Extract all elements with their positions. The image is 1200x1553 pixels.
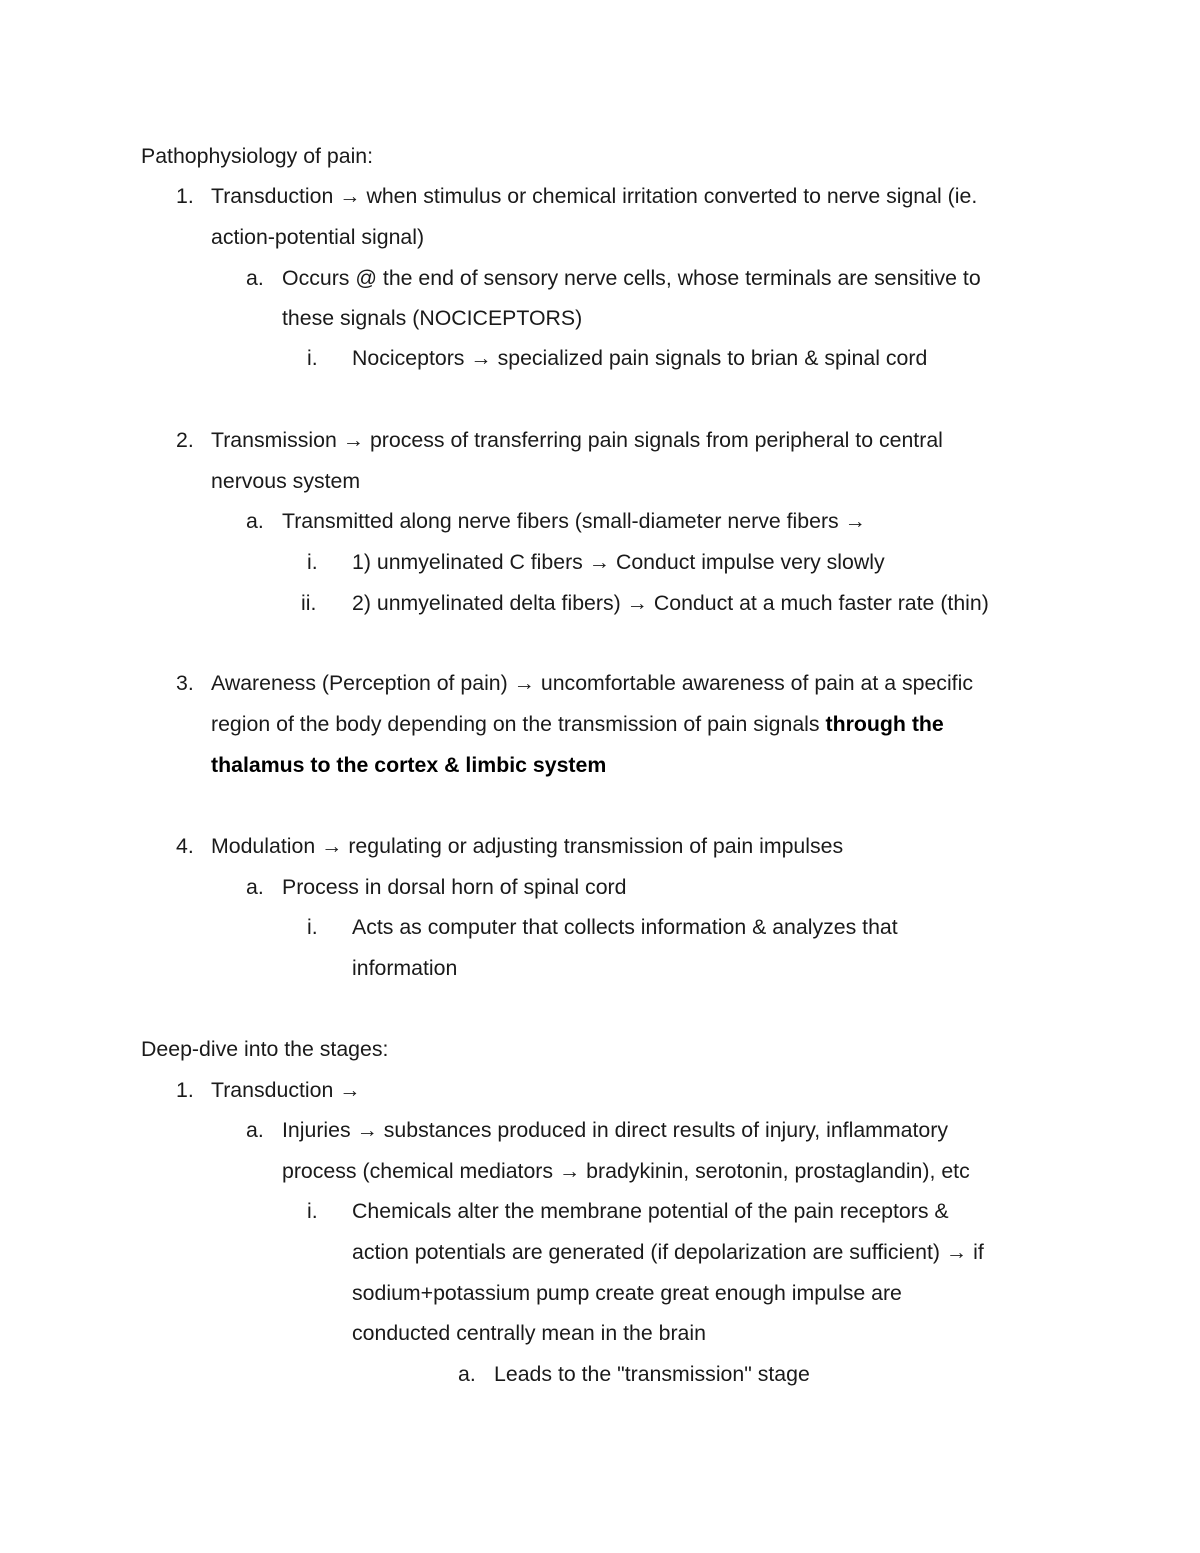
list-item-text: 1) unmyelinated C fibers → Conduct impulse very slowly <box>352 550 885 574</box>
list-item-text: Occurs @ the end of sensory nerve cells, whose terminals are sensitive to <box>282 266 981 290</box>
list-item-text <box>211 751 606 779</box>
text-run: region of the body depending on the transmission of pain signals <box>211 712 826 736</box>
list-item-text: information <box>352 956 458 980</box>
list-item-text: Chemicals alter the membrane potential of the pain receptors & <box>352 1199 949 1223</box>
list-item-text: Nociceptors → specialized pain signals to brian & spinal cord <box>352 346 928 370</box>
list-item-text: 2) unmyelinated delta fibers) → Conduct at a much faster rate (thin) <box>352 591 989 615</box>
list-item-text: Leads to the "transmission" stage <box>494 1362 810 1386</box>
list-number: 4. <box>176 834 194 858</box>
bold-text: through the <box>825 712 944 736</box>
list-item-text: Transmitted along nerve fibers (small-diameter nerve fibers → <box>282 509 866 533</box>
list-marker: ii. <box>301 591 317 615</box>
list-item-text: sodium+potassium pump create great enough impulse are <box>352 1281 902 1305</box>
list-item-text: Process in dorsal horn of spinal cord <box>282 875 627 899</box>
list-marker: a. <box>458 1362 476 1386</box>
list-marker: a. <box>246 509 264 533</box>
heading-pathophysiology: Pathophysiology of pain: <box>141 144 374 168</box>
list-item-text: Transduction → <box>211 1078 361 1102</box>
list-item-text <box>211 710 944 738</box>
list-item-text: nervous system <box>211 469 361 493</box>
list-item-text: action-potential signal) <box>211 225 425 249</box>
list-number: 2. <box>176 428 194 452</box>
heading-deep-dive: Deep-dive into the stages: <box>141 1037 389 1061</box>
list-marker: a. <box>246 875 264 899</box>
list-marker: i. <box>307 346 318 370</box>
list-number: 1. <box>176 184 194 208</box>
list-item-text: Injuries → substances produced in direct results of injury, inflammatory <box>282 1118 949 1142</box>
list-item-text: Awareness (Perception of pain) → uncomfortable awareness of pain at a specific <box>211 671 973 695</box>
list-item-text: Acts as computer that collects information & analyzes that <box>352 915 898 939</box>
list-marker: a. <box>246 266 264 290</box>
list-marker: i. <box>307 915 318 939</box>
list-item-text: process (chemical mediators → bradykinin, serotonin, prostaglandin), etc <box>282 1159 970 1183</box>
list-marker: a. <box>246 1118 264 1142</box>
list-item-text: Modulation → regulating or adjusting transmission of pain impulses <box>211 834 844 858</box>
list-number: 1. <box>176 1078 194 1102</box>
list-number: 3. <box>176 671 194 695</box>
list-marker: i. <box>307 1199 318 1223</box>
list-item-text: these signals (NOCICEPTORS) <box>282 306 583 330</box>
list-item-text: Transduction → when stimulus or chemical irritation converted to nerve signal (ie. <box>211 184 978 208</box>
list-item-text: action potentials are generated (if depolarization are sufficient) → if <box>352 1240 984 1264</box>
list-marker: i. <box>307 550 318 574</box>
list-item-text: conducted centrally mean in the brain <box>352 1321 706 1345</box>
list-item-text: Transmission → process of transferring pain signals from peripheral to central <box>211 428 943 452</box>
bold-text: thalamus to the cortex & limbic system <box>211 753 607 777</box>
